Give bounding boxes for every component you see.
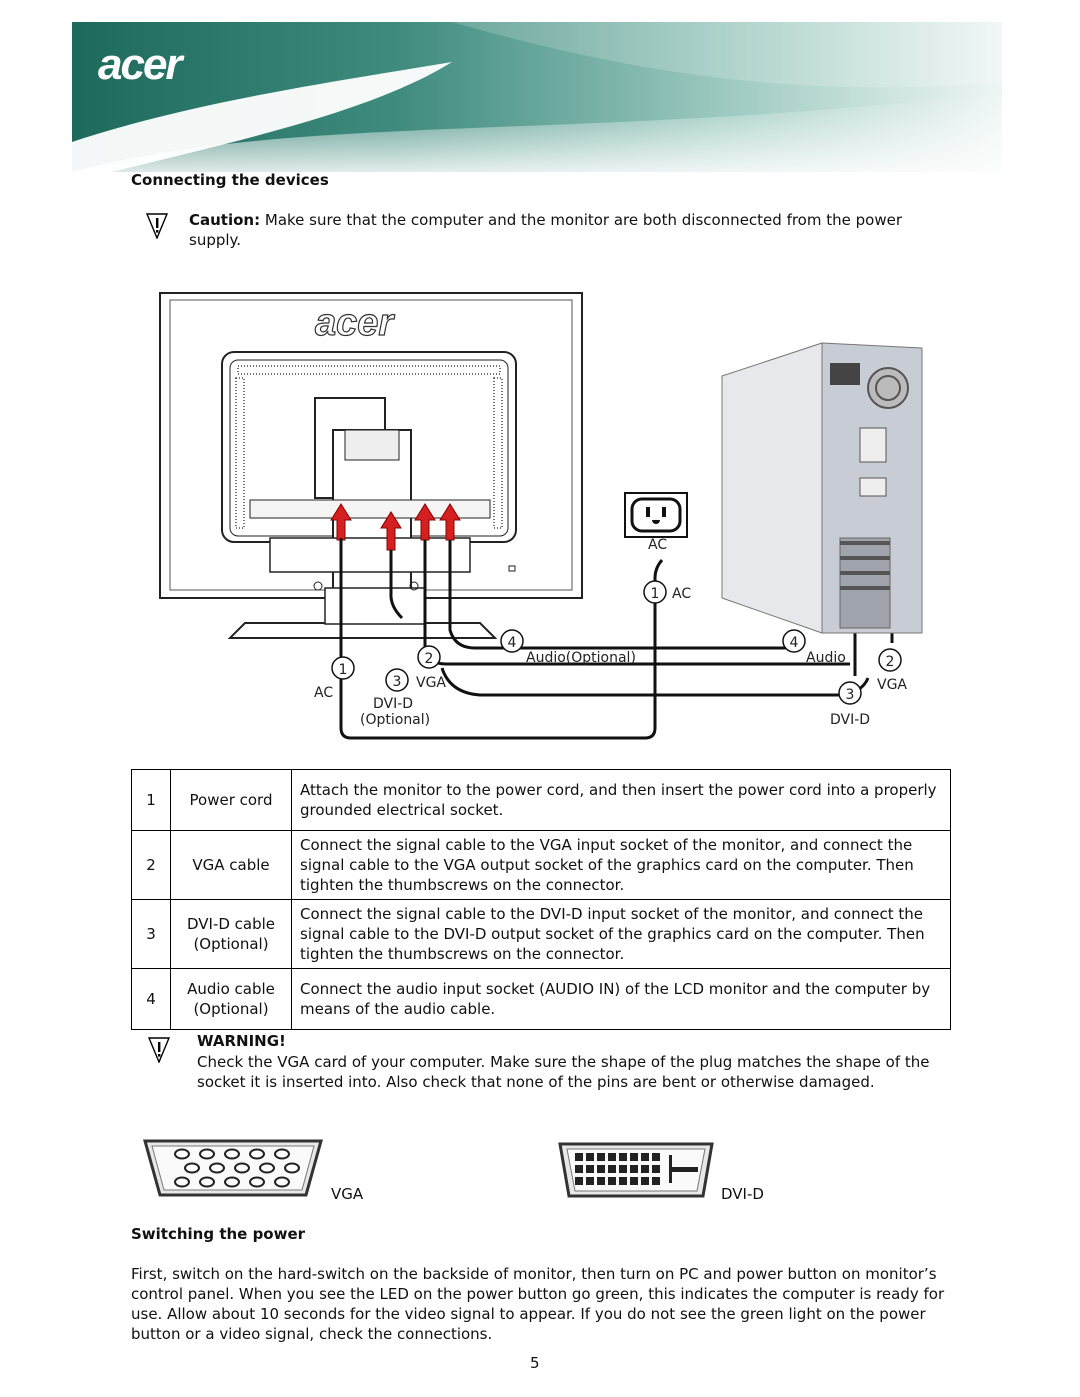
caution-text: Make sure that the computer and the monitor are both disconnected from the power supply. [189,211,902,249]
vga-pin [250,1178,264,1187]
label-dvid-pc: DVI-D [830,712,871,728]
dvi-pin [597,1177,605,1185]
acer-logo: acer [98,40,181,89]
row-number: 1 [132,770,171,831]
row-description: Connect the audio input socket (AUDIO IN) of the LCD monitor and the computer by means of the audio cable. [292,969,951,1030]
dvi-pin [619,1165,627,1173]
row-number: 4 [132,969,171,1030]
row-cable-name: Power cord [171,770,292,831]
callout-3-pc-label: 3 [845,687,855,703]
dvid-label: DVI-D [721,1185,764,1203]
row-cable-name-line1: Audio cable [187,980,275,998]
dvi-pin [586,1165,594,1173]
vga-pin [225,1178,239,1187]
dvi-pin [652,1165,660,1173]
dvi-pin [630,1177,638,1185]
vga-pin [225,1150,239,1159]
dvi-pin [630,1153,638,1161]
vga-pin [200,1150,214,1159]
vga-pin [200,1178,214,1187]
dvi-pin [586,1153,594,1161]
callout-4-pc-label: 4 [789,635,799,651]
row-description: Attach the monitor to the power cord, and then insert the power cord into a properly grounded electrical socket. [292,770,951,831]
callout-4-monitor-label: 4 [507,635,517,651]
dvi-pin [597,1153,605,1161]
table-row [132,969,951,1030]
callout-1-pc-label: 1 [650,586,660,602]
label-ac-pc: AC [672,586,692,602]
label-vga-monitor: VGA [416,675,447,691]
section-title-connecting: Connecting the devices [131,171,329,189]
callout-1-monitor-label: 1 [338,662,348,678]
row-number: 2 [132,831,171,900]
vga-pin [260,1164,274,1173]
label-vga-pc: VGA [877,677,908,693]
vga-pin [175,1150,189,1159]
callout-2-monitor-label: 2 [424,651,434,667]
switching-paragraph: First, switch on the hard-switch on the backside of monitor, then turn on PC and power button on monitor’s control panel. When you see the LED on the power button go green, this indicates the computer is ready for use. Allow about 10 seconds for the video signal to appear. If you do not see the green light on the power button or a video signal, check the connections. [131,1265,945,1343]
vga-pin [185,1164,199,1173]
vga-pin [285,1164,299,1173]
dvi-pin [586,1177,594,1185]
table-row [132,770,951,831]
table-row [132,900,951,969]
label-ac-outlet: AC [648,537,668,553]
connections-table [131,769,951,1030]
table-row [132,831,951,900]
caution-paragraph [189,210,949,250]
vga-pin [250,1150,264,1159]
page-number: 5 [530,1354,540,1372]
label-dvid-optional: (Optional) [360,712,431,728]
dvid-connector-image [557,1141,715,1199]
dvi-pin [608,1153,616,1161]
dvi-pin [652,1177,660,1185]
vga-pin [210,1164,224,1173]
dvi-pin [575,1165,583,1173]
dvi-pin [608,1165,616,1173]
dvi-pin [575,1177,583,1185]
label-dvid-monitor: DVI-D [373,696,414,712]
dvi-pin [641,1153,649,1161]
dvi-pin [619,1177,627,1185]
dvi-pin [641,1165,649,1173]
caution-label: Caution: [189,211,261,229]
vga-label: VGA [331,1185,364,1203]
label-ac-monitor: AC [314,685,334,701]
dvi-pin [652,1153,660,1161]
callout-2-pc-label: 2 [885,654,895,670]
monitor-back [160,293,582,638]
row-cable-name-line2: (Optional) [193,935,269,953]
warning-title: WARNING! [197,1032,286,1050]
monitor-brand-logo: acer [315,302,394,344]
row-cable-name: VGA cable [171,831,292,900]
row-description: Connect the signal cable to the DVI-D input socket of the monitor, and connect the signal cable to the DVI-D output socket of the graphics card on the computer. Then tighten the thumbscrews on the connector. [292,900,951,969]
row-cable-name-line1: DVI-D cable [186,915,276,933]
wall-outlet [625,493,687,537]
label-audio-pc: Audio [806,650,846,666]
dvi-pin [630,1165,638,1173]
row-cable-name [171,900,292,969]
dvi-pin [597,1165,605,1173]
vga-pin [235,1164,249,1173]
dvi-pin [575,1153,583,1161]
connection-diagram [150,288,930,748]
callout-3-monitor-label: 3 [392,674,402,690]
warning-text: Check the VGA card of your computer. Make sure the shape of the plug matches the shape of the socket it is inserted into. Also check that none of the pins are bent or otherwise damaged. [197,1053,930,1091]
section-title-switching: Switching the power [131,1225,306,1243]
row-description: Connect the signal cable to the VGA input socket of the monitor, and connect the signal cable to the VGA output socket of the graphics card on the computer. Then tighten the thumbscrews on the connector. [292,831,951,900]
vga-pin [275,1150,289,1159]
header-banner [72,22,1002,172]
row-cable-name-line2: (Optional) [193,1000,269,1018]
caution-icon [146,213,168,239]
row-number: 3 [132,900,171,969]
dvi-pin [619,1153,627,1161]
warning-icon [148,1037,170,1063]
vga-pin [275,1178,289,1187]
dvi-pin [608,1177,616,1185]
label-audio-optional: Audio(Optional) [526,650,636,666]
row-cable-name [171,969,292,1030]
vga-pin [175,1178,189,1187]
pc-tower [722,343,922,633]
dvi-pin [641,1177,649,1185]
vga-connector-image [142,1138,324,1198]
